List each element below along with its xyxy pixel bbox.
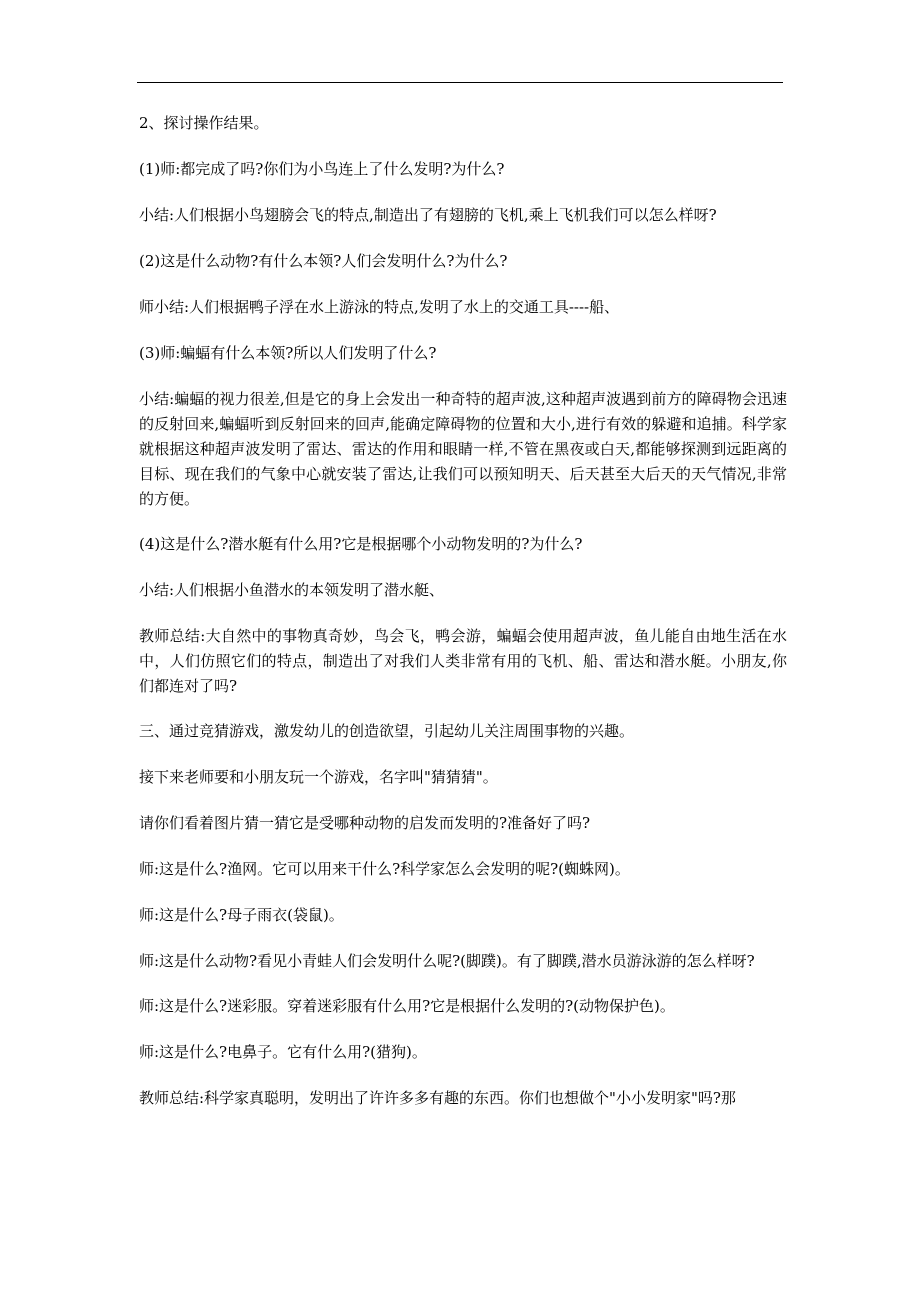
game-intro-paragraph: 接下来老师要和小朋友玩一个游戏，名字叫"猜猜猜"。 (139, 768, 498, 786)
section-heading-guessing-game: 三、通过竞猜游戏，激发幼儿的创造欲望，引起幼儿关注周围事物的兴趣。 (139, 722, 635, 740)
summary-paragraph-fish: 小结:人们根据小鱼潜水的本领发明了潜水艇、 (139, 581, 445, 599)
closing-summary-paragraph: 教师总结:科学家真聪明，发明出了许许多多有趣的东西。你们也想做个"小小发明家"吗?那 (139, 1089, 736, 1107)
summary-paragraph-bat: 小结:蝙蝠的视力很差,但是它的身上会发出一种奇特的超声波,这种超声波遇到前方的障碍物会迅速的反射回来,蝙蝠听到反射回来的回声,能确定障碍物的位置和大小,进行有效的躲避和追捕。科学家就根据这种超声波发明了雷达、雷达的作用和眼睛一样,不管在黑夜或白天,都能够探测到远距离的目标、现在我们的气象中心就安装了雷达,让我们可以预知明天、后天甚至大后天的天气情况,非常的方便。 (139, 390, 787, 508)
section-heading-discuss-results: 2、探讨操作结果。 (139, 114, 269, 132)
guess-paragraph-flippers: 师:这是什么动物?看见小青蛙人们会发明什么呢?(脚蹼)。有了脚蹼,潜水员游泳游的怎么样呀? (139, 952, 755, 970)
question-paragraph-3: (3)师:蝙蝠有什么本领?所以人们发明了什么? (139, 344, 437, 362)
summary-paragraph-bird: 小结:人们根据小鸟翅膀会飞的特点,制造出了有翅膀的飞机,乘上飞机我们可以怎么样呀? (139, 206, 717, 224)
game-instruction-paragraph: 请你们看着图片猜一猜它是受哪种动物的启发而发明的?准备好了吗? (139, 814, 591, 832)
question-paragraph-2: (2)这是什么动物?有什么本领?人们会发明什么?为什么? (139, 252, 508, 270)
guess-paragraph-fishing-net: 师:这是什么?渔网。它可以用来干什么?科学家怎么会发明的呢?(蜘蛛网)。 (139, 860, 630, 878)
question-paragraph-4: (4)这是什么?潜水艇有什么用?它是根据哪个小动物发明的?为什么? (139, 535, 583, 553)
question-paragraph-1: (1)师:都完成了吗?你们为小鸟连上了什么发明?为什么? (139, 160, 505, 178)
guess-paragraph-electronic-nose: 师:这是什么?电鼻子。它有什么用?(猎狗)。 (139, 1043, 427, 1061)
document-body (139, 111, 787, 1132)
guess-paragraph-camouflage: 师:这是什么?迷彩服。穿着迷彩服有什么用?它是根据什么发明的?(动物保护色)。 (139, 997, 675, 1015)
guess-paragraph-raincoat: 师:这是什么?母子雨衣(袋鼠)。 (139, 906, 344, 924)
header-rule (137, 82, 783, 83)
teacher-summary-paragraph: 教师总结:大自然中的事物真奇妙，鸟会飞，鸭会游，蝙蝠会使用超声波，鱼儿能自由地生活在水中，人们仿照它们的特点，制造出了对我们人类非常有用的飞机、船、雷达和潜水艇。小朋友,你们都连对了吗? (139, 627, 787, 695)
summary-paragraph-duck: 师小结:人们根据鸭子浮在水上游泳的特点,发明了水上的交通工具----船、 (139, 298, 620, 316)
